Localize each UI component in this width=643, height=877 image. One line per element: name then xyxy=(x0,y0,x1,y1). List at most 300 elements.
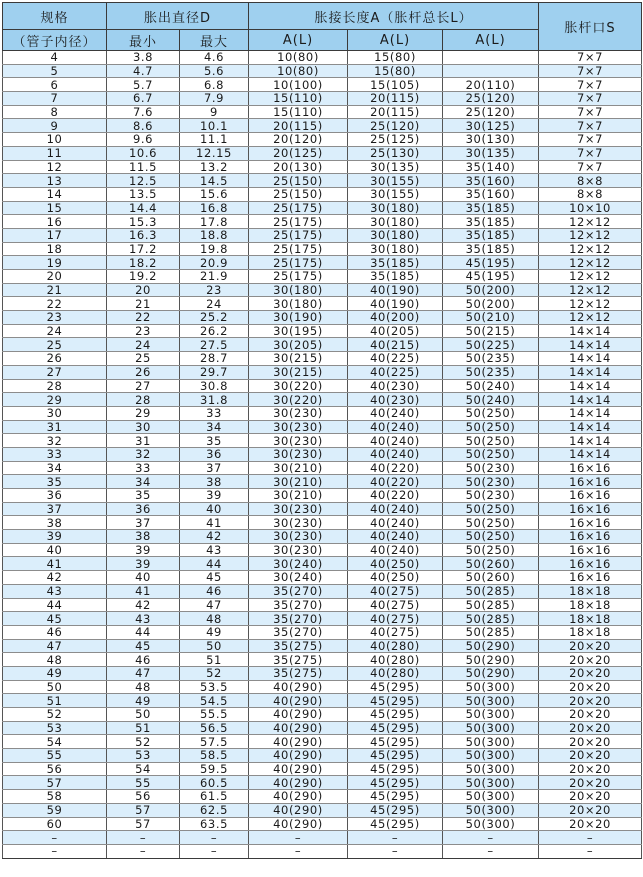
cell-max-dia: 19.8 xyxy=(180,242,249,256)
cell-min-dia: – xyxy=(107,831,180,845)
cell-al-3: 50(200) xyxy=(443,297,539,311)
cell-spec: 31 xyxy=(3,420,107,434)
cell-max-dia: – xyxy=(180,844,249,858)
cell-rod-size: 14×14 xyxy=(539,393,642,407)
cell-rod-size: 14×14 xyxy=(539,338,642,352)
table-row xyxy=(3,749,642,763)
cell-min-dia: 23 xyxy=(107,324,180,338)
table-row xyxy=(3,64,642,78)
cell-al-3: 50(250) xyxy=(443,434,539,448)
cell-al-3: 50(290) xyxy=(443,639,539,653)
header-row-1 xyxy=(3,3,642,30)
cell-max-dia: 4.6 xyxy=(180,51,249,65)
cell-al-1: 30(210) xyxy=(249,475,348,489)
table-header xyxy=(3,3,642,51)
cell-spec: 7 xyxy=(3,92,107,106)
cell-rod-size: 20×20 xyxy=(539,790,642,804)
cell-min-dia: 51 xyxy=(107,721,180,735)
table-row xyxy=(3,242,642,256)
cell-al-2: 40(200) xyxy=(348,311,443,325)
cell-rod-size: 12×12 xyxy=(539,256,642,270)
cell-rod-size: 7×7 xyxy=(539,105,642,119)
cell-spec: 29 xyxy=(3,393,107,407)
cell-min-dia: 56 xyxy=(107,790,180,804)
cell-min-dia: 43 xyxy=(107,612,180,626)
cell-al-3: 35(185) xyxy=(443,201,539,215)
cell-al-2: 40(220) xyxy=(348,489,443,503)
cell-max-dia: 20.9 xyxy=(180,256,249,270)
cell-al-3: 30(135) xyxy=(443,146,539,160)
cell-al-2: 40(190) xyxy=(348,297,443,311)
cell-al-2: 45(295) xyxy=(348,680,443,694)
cell-al-1: 30(240) xyxy=(249,557,348,571)
cell-spec: 20 xyxy=(3,270,107,284)
cell-rod-size: 14×14 xyxy=(539,379,642,393)
table-row xyxy=(3,78,642,92)
cell-al-2: 40(230) xyxy=(348,393,443,407)
cell-rod-size: 16×16 xyxy=(539,516,642,530)
cell-min-dia: – xyxy=(107,844,180,858)
cell-al-2: 30(180) xyxy=(348,201,443,215)
cell-al-3: 50(235) xyxy=(443,352,539,366)
cell-al-1: 10(80) xyxy=(249,64,348,78)
cell-rod-size: 7×7 xyxy=(539,92,642,106)
cell-al-1: 25(150) xyxy=(249,174,348,188)
cell-al-1: – xyxy=(249,831,348,845)
cell-rod-size: 7×7 xyxy=(539,146,642,160)
cell-spec: 43 xyxy=(3,584,107,598)
cell-min-dia: 53 xyxy=(107,749,180,763)
cell-max-dia: 57.5 xyxy=(180,735,249,749)
cell-spec: 32 xyxy=(3,434,107,448)
cell-rod-size: 7×7 xyxy=(539,51,642,65)
cell-spec: 48 xyxy=(3,653,107,667)
cell-spec: 26 xyxy=(3,352,107,366)
cell-rod-size: 12×12 xyxy=(539,283,642,297)
cell-rod-size: 14×14 xyxy=(539,447,642,461)
header-spec-sub: （管子内径） xyxy=(3,30,107,51)
cell-rod-size: 7×7 xyxy=(539,133,642,147)
table-row xyxy=(3,475,642,489)
cell-rod-size: 7×7 xyxy=(539,160,642,174)
cell-max-dia: 59.5 xyxy=(180,762,249,776)
cell-al-2: 35(185) xyxy=(348,270,443,284)
table-row xyxy=(3,694,642,708)
cell-al-2: 30(135) xyxy=(348,160,443,174)
cell-max-dia: 55.5 xyxy=(180,708,249,722)
cell-min-dia: 16.3 xyxy=(107,228,180,242)
cell-al-3: 50(300) xyxy=(443,817,539,831)
cell-al-3: 50(250) xyxy=(443,530,539,544)
cell-al-3: 50(300) xyxy=(443,790,539,804)
cell-min-dia: 28 xyxy=(107,393,180,407)
table-row xyxy=(3,174,642,188)
table-body xyxy=(3,51,642,859)
table-row xyxy=(3,324,642,338)
table-row xyxy=(3,639,642,653)
cell-rod-size: 20×20 xyxy=(539,653,642,667)
cell-al-2: 45(295) xyxy=(348,708,443,722)
cell-max-dia: 12.15 xyxy=(180,146,249,160)
table-row xyxy=(3,365,642,379)
cell-spec: 47 xyxy=(3,639,107,653)
cell-al-2: 40(275) xyxy=(348,598,443,612)
cell-spec: 55 xyxy=(3,749,107,763)
cell-al-1: 40(290) xyxy=(249,776,348,790)
cell-rod-size: 16×16 xyxy=(539,489,642,503)
cell-al-1: 20(115) xyxy=(249,119,348,133)
cell-spec: 13 xyxy=(3,174,107,188)
cell-al-2: 45(295) xyxy=(348,776,443,790)
cell-spec: 10 xyxy=(3,133,107,147)
cell-al-1: 40(290) xyxy=(249,790,348,804)
cell-max-dia: 47 xyxy=(180,598,249,612)
cell-spec: 33 xyxy=(3,447,107,461)
table-row xyxy=(3,625,642,639)
header-expand-length: 胀接长度A（胀杆总长L） xyxy=(249,3,539,30)
table-row xyxy=(3,434,642,448)
cell-spec: 15 xyxy=(3,201,107,215)
cell-spec: – xyxy=(3,844,107,858)
cell-al-3: 30(130) xyxy=(443,133,539,147)
cell-rod-size: 16×16 xyxy=(539,475,642,489)
table-row xyxy=(3,735,642,749)
table-row xyxy=(3,105,642,119)
cell-spec: 28 xyxy=(3,379,107,393)
cell-al-3: 50(300) xyxy=(443,721,539,735)
cell-spec: 46 xyxy=(3,625,107,639)
cell-al-2: 40(280) xyxy=(348,653,443,667)
table-row xyxy=(3,844,642,858)
cell-al-2: 40(280) xyxy=(348,639,443,653)
cell-spec: 5 xyxy=(3,64,107,78)
cell-rod-size: 16×16 xyxy=(539,557,642,571)
cell-max-dia: 25.2 xyxy=(180,311,249,325)
cell-al-2: 40(275) xyxy=(348,612,443,626)
table-row xyxy=(3,543,642,557)
cell-spec: 54 xyxy=(3,735,107,749)
cell-al-1: 30(195) xyxy=(249,324,348,338)
cell-rod-size: 16×16 xyxy=(539,543,642,557)
cell-max-dia: 35 xyxy=(180,434,249,448)
cell-min-dia: 32 xyxy=(107,447,180,461)
cell-al-1: 25(175) xyxy=(249,201,348,215)
cell-al-2: 30(180) xyxy=(348,215,443,229)
cell-al-3: 35(160) xyxy=(443,174,539,188)
cell-max-dia: 24 xyxy=(180,297,249,311)
cell-spec: 6 xyxy=(3,78,107,92)
cell-min-dia: 3.8 xyxy=(107,51,180,65)
cell-al-1: – xyxy=(249,844,348,858)
cell-al-1: 20(125) xyxy=(249,146,348,160)
cell-al-1: 10(80) xyxy=(249,51,348,65)
cell-al-2: 40(240) xyxy=(348,434,443,448)
cell-rod-size: 14×14 xyxy=(539,434,642,448)
cell-al-2: 40(205) xyxy=(348,324,443,338)
cell-al-2: 40(225) xyxy=(348,352,443,366)
cell-max-dia: 42 xyxy=(180,530,249,544)
cell-al-3 xyxy=(443,51,539,65)
cell-min-dia: 19.2 xyxy=(107,270,180,284)
cell-al-1: 15(110) xyxy=(249,92,348,106)
cell-spec: 22 xyxy=(3,297,107,311)
cell-rod-size: 16×16 xyxy=(539,530,642,544)
cell-al-1: 15(110) xyxy=(249,105,348,119)
cell-al-3: 50(285) xyxy=(443,612,539,626)
table-row xyxy=(3,379,642,393)
table-row xyxy=(3,133,642,147)
table-row xyxy=(3,406,642,420)
table-row xyxy=(3,516,642,530)
cell-al-3: 20(110) xyxy=(443,78,539,92)
header-max: 最大 xyxy=(180,30,249,51)
cell-min-dia: 50 xyxy=(107,708,180,722)
cell-min-dia: 17.2 xyxy=(107,242,180,256)
cell-al-1: 20(120) xyxy=(249,133,348,147)
cell-al-1: 35(275) xyxy=(249,666,348,680)
cell-al-1: 30(230) xyxy=(249,543,348,557)
cell-rod-size: – xyxy=(539,844,642,858)
cell-rod-size: 20×20 xyxy=(539,639,642,653)
cell-al-2: 40(240) xyxy=(348,543,443,557)
cell-spec: 16 xyxy=(3,215,107,229)
cell-rod-size: 12×12 xyxy=(539,242,642,256)
cell-al-1: 25(175) xyxy=(249,270,348,284)
cell-spec: 37 xyxy=(3,502,107,516)
cell-spec: 52 xyxy=(3,708,107,722)
cell-al-3: 30(125) xyxy=(443,119,539,133)
cell-al-2: 40(220) xyxy=(348,475,443,489)
table-row xyxy=(3,489,642,503)
cell-al-3: 45(195) xyxy=(443,256,539,270)
cell-spec: 27 xyxy=(3,365,107,379)
spec-table xyxy=(2,2,642,859)
cell-min-dia: 57 xyxy=(107,817,180,831)
cell-min-dia: 46 xyxy=(107,653,180,667)
cell-spec: 25 xyxy=(3,338,107,352)
cell-al-2: 40(280) xyxy=(348,666,443,680)
cell-al-3: 35(160) xyxy=(443,187,539,201)
cell-rod-size: 14×14 xyxy=(539,406,642,420)
cell-spec: 40 xyxy=(3,543,107,557)
cell-al-2: 40(215) xyxy=(348,338,443,352)
table-row xyxy=(3,160,642,174)
cell-rod-size: 18×18 xyxy=(539,625,642,639)
cell-max-dia: 11.1 xyxy=(180,133,249,147)
cell-rod-size: 12×12 xyxy=(539,215,642,229)
cell-max-dia: 60.5 xyxy=(180,776,249,790)
cell-rod-size: 20×20 xyxy=(539,708,642,722)
cell-rod-size: 20×20 xyxy=(539,735,642,749)
table-row xyxy=(3,352,642,366)
cell-min-dia: 38 xyxy=(107,530,180,544)
table-row xyxy=(3,215,642,229)
table-row xyxy=(3,776,642,790)
cell-al-2: 40(240) xyxy=(348,447,443,461)
cell-al-1: 35(275) xyxy=(249,653,348,667)
cell-rod-size: 20×20 xyxy=(539,749,642,763)
cell-spec: 35 xyxy=(3,475,107,489)
table-row xyxy=(3,201,642,215)
cell-al-1: 30(210) xyxy=(249,489,348,503)
cell-max-dia: 13.2 xyxy=(180,160,249,174)
cell-spec: 57 xyxy=(3,776,107,790)
cell-al-2: 45(295) xyxy=(348,790,443,804)
cell-al-3: 50(230) xyxy=(443,489,539,503)
cell-min-dia: 40 xyxy=(107,571,180,585)
cell-spec: 59 xyxy=(3,803,107,817)
cell-al-2: 40(225) xyxy=(348,365,443,379)
cell-al-1: 30(240) xyxy=(249,571,348,585)
cell-max-dia: 37 xyxy=(180,461,249,475)
cell-al-1: 40(290) xyxy=(249,680,348,694)
cell-al-1: 40(290) xyxy=(249,708,348,722)
table-row xyxy=(3,461,642,475)
cell-al-2: 15(105) xyxy=(348,78,443,92)
cell-max-dia: 50 xyxy=(180,639,249,653)
cell-al-2: 30(180) xyxy=(348,228,443,242)
cell-al-2: 40(230) xyxy=(348,379,443,393)
cell-min-dia: 30 xyxy=(107,420,180,434)
cell-al-2: 40(240) xyxy=(348,516,443,530)
cell-al-2: 45(295) xyxy=(348,749,443,763)
cell-spec: 23 xyxy=(3,311,107,325)
header-expand-diameter: 胀出直径D xyxy=(107,3,249,30)
cell-al-3: 50(250) xyxy=(443,447,539,461)
cell-spec: 30 xyxy=(3,406,107,420)
cell-al-1: 30(230) xyxy=(249,406,348,420)
cell-spec: 53 xyxy=(3,721,107,735)
cell-al-1: 30(180) xyxy=(249,297,348,311)
header-rod-size: 胀杆口S xyxy=(539,3,642,51)
cell-al-3 xyxy=(443,64,539,78)
cell-al-1: 25(175) xyxy=(249,215,348,229)
cell-al-1: 35(270) xyxy=(249,612,348,626)
cell-spec: 12 xyxy=(3,160,107,174)
cell-al-2: 40(220) xyxy=(348,461,443,475)
cell-al-1: 30(220) xyxy=(249,393,348,407)
cell-min-dia: 9.6 xyxy=(107,133,180,147)
cell-rod-size: 12×12 xyxy=(539,297,642,311)
cell-min-dia: 27 xyxy=(107,379,180,393)
cell-al-3: 50(250) xyxy=(443,420,539,434)
cell-min-dia: 12.5 xyxy=(107,174,180,188)
cell-al-1: 40(290) xyxy=(249,735,348,749)
cell-spec: – xyxy=(3,831,107,845)
cell-rod-size: 16×16 xyxy=(539,461,642,475)
table-row xyxy=(3,311,642,325)
cell-min-dia: 31 xyxy=(107,434,180,448)
cell-spec: 39 xyxy=(3,530,107,544)
cell-min-dia: 25 xyxy=(107,352,180,366)
cell-max-dia: 54.5 xyxy=(180,694,249,708)
cell-rod-size: 20×20 xyxy=(539,762,642,776)
cell-max-dia: 51 xyxy=(180,653,249,667)
cell-max-dia: 45 xyxy=(180,571,249,585)
cell-max-dia: 40 xyxy=(180,502,249,516)
cell-spec: 11 xyxy=(3,146,107,160)
cell-al-3: 35(185) xyxy=(443,242,539,256)
table-row xyxy=(3,502,642,516)
table-row xyxy=(3,666,642,680)
cell-max-dia: 38 xyxy=(180,475,249,489)
cell-min-dia: 5.7 xyxy=(107,78,180,92)
cell-max-dia: 36 xyxy=(180,447,249,461)
cell-al-2: 30(155) xyxy=(348,174,443,188)
cell-min-dia: 13.5 xyxy=(107,187,180,201)
cell-rod-size: 14×14 xyxy=(539,420,642,434)
header-al-2: A(L) xyxy=(348,30,443,51)
table-row xyxy=(3,283,642,297)
cell-rod-size: – xyxy=(539,831,642,845)
cell-al-3: 50(240) xyxy=(443,393,539,407)
table-row xyxy=(3,51,642,65)
cell-spec: 58 xyxy=(3,790,107,804)
cell-al-3: 35(185) xyxy=(443,228,539,242)
cell-al-3: 50(225) xyxy=(443,338,539,352)
cell-spec: 34 xyxy=(3,461,107,475)
cell-al-1: 35(275) xyxy=(249,639,348,653)
table-row xyxy=(3,584,642,598)
cell-spec: 51 xyxy=(3,694,107,708)
cell-min-dia: 8.6 xyxy=(107,119,180,133)
cell-al-3: 50(290) xyxy=(443,653,539,667)
cell-al-3: 50(300) xyxy=(443,762,539,776)
cell-rod-size: 7×7 xyxy=(539,119,642,133)
cell-max-dia: 14.5 xyxy=(180,174,249,188)
cell-rod-size: 18×18 xyxy=(539,612,642,626)
cell-min-dia: 54 xyxy=(107,762,180,776)
table-row xyxy=(3,680,642,694)
cell-rod-size: 14×14 xyxy=(539,365,642,379)
cell-max-dia: 52 xyxy=(180,666,249,680)
cell-min-dia: 55 xyxy=(107,776,180,790)
cell-max-dia: 27.5 xyxy=(180,338,249,352)
cell-min-dia: 29 xyxy=(107,406,180,420)
cell-rod-size: 12×12 xyxy=(539,228,642,242)
cell-al-3: 50(300) xyxy=(443,776,539,790)
cell-al-2: – xyxy=(348,831,443,845)
table-row xyxy=(3,187,642,201)
cell-max-dia: 17.8 xyxy=(180,215,249,229)
cell-rod-size: 20×20 xyxy=(539,666,642,680)
cell-al-2: 45(295) xyxy=(348,817,443,831)
table-row xyxy=(3,571,642,585)
cell-rod-size: 20×20 xyxy=(539,776,642,790)
cell-min-dia: 14.4 xyxy=(107,201,180,215)
cell-min-dia: 21 xyxy=(107,297,180,311)
cell-rod-size: 18×18 xyxy=(539,584,642,598)
table-row xyxy=(3,831,642,845)
cell-max-dia: 31.8 xyxy=(180,393,249,407)
cell-rod-size: 16×16 xyxy=(539,502,642,516)
cell-min-dia: 7.6 xyxy=(107,105,180,119)
cell-rod-size: 16×16 xyxy=(539,571,642,585)
cell-al-3: 50(230) xyxy=(443,475,539,489)
cell-spec: 19 xyxy=(3,256,107,270)
cell-spec: 24 xyxy=(3,324,107,338)
table-row xyxy=(3,146,642,160)
cell-max-dia: 33 xyxy=(180,406,249,420)
cell-max-dia: 7.9 xyxy=(180,92,249,106)
cell-spec: 50 xyxy=(3,680,107,694)
table-row xyxy=(3,420,642,434)
cell-min-dia: 20 xyxy=(107,283,180,297)
cell-al-3: 35(185) xyxy=(443,215,539,229)
cell-al-1: 30(215) xyxy=(249,352,348,366)
cell-al-2: 25(130) xyxy=(348,146,443,160)
cell-al-1: 40(290) xyxy=(249,694,348,708)
